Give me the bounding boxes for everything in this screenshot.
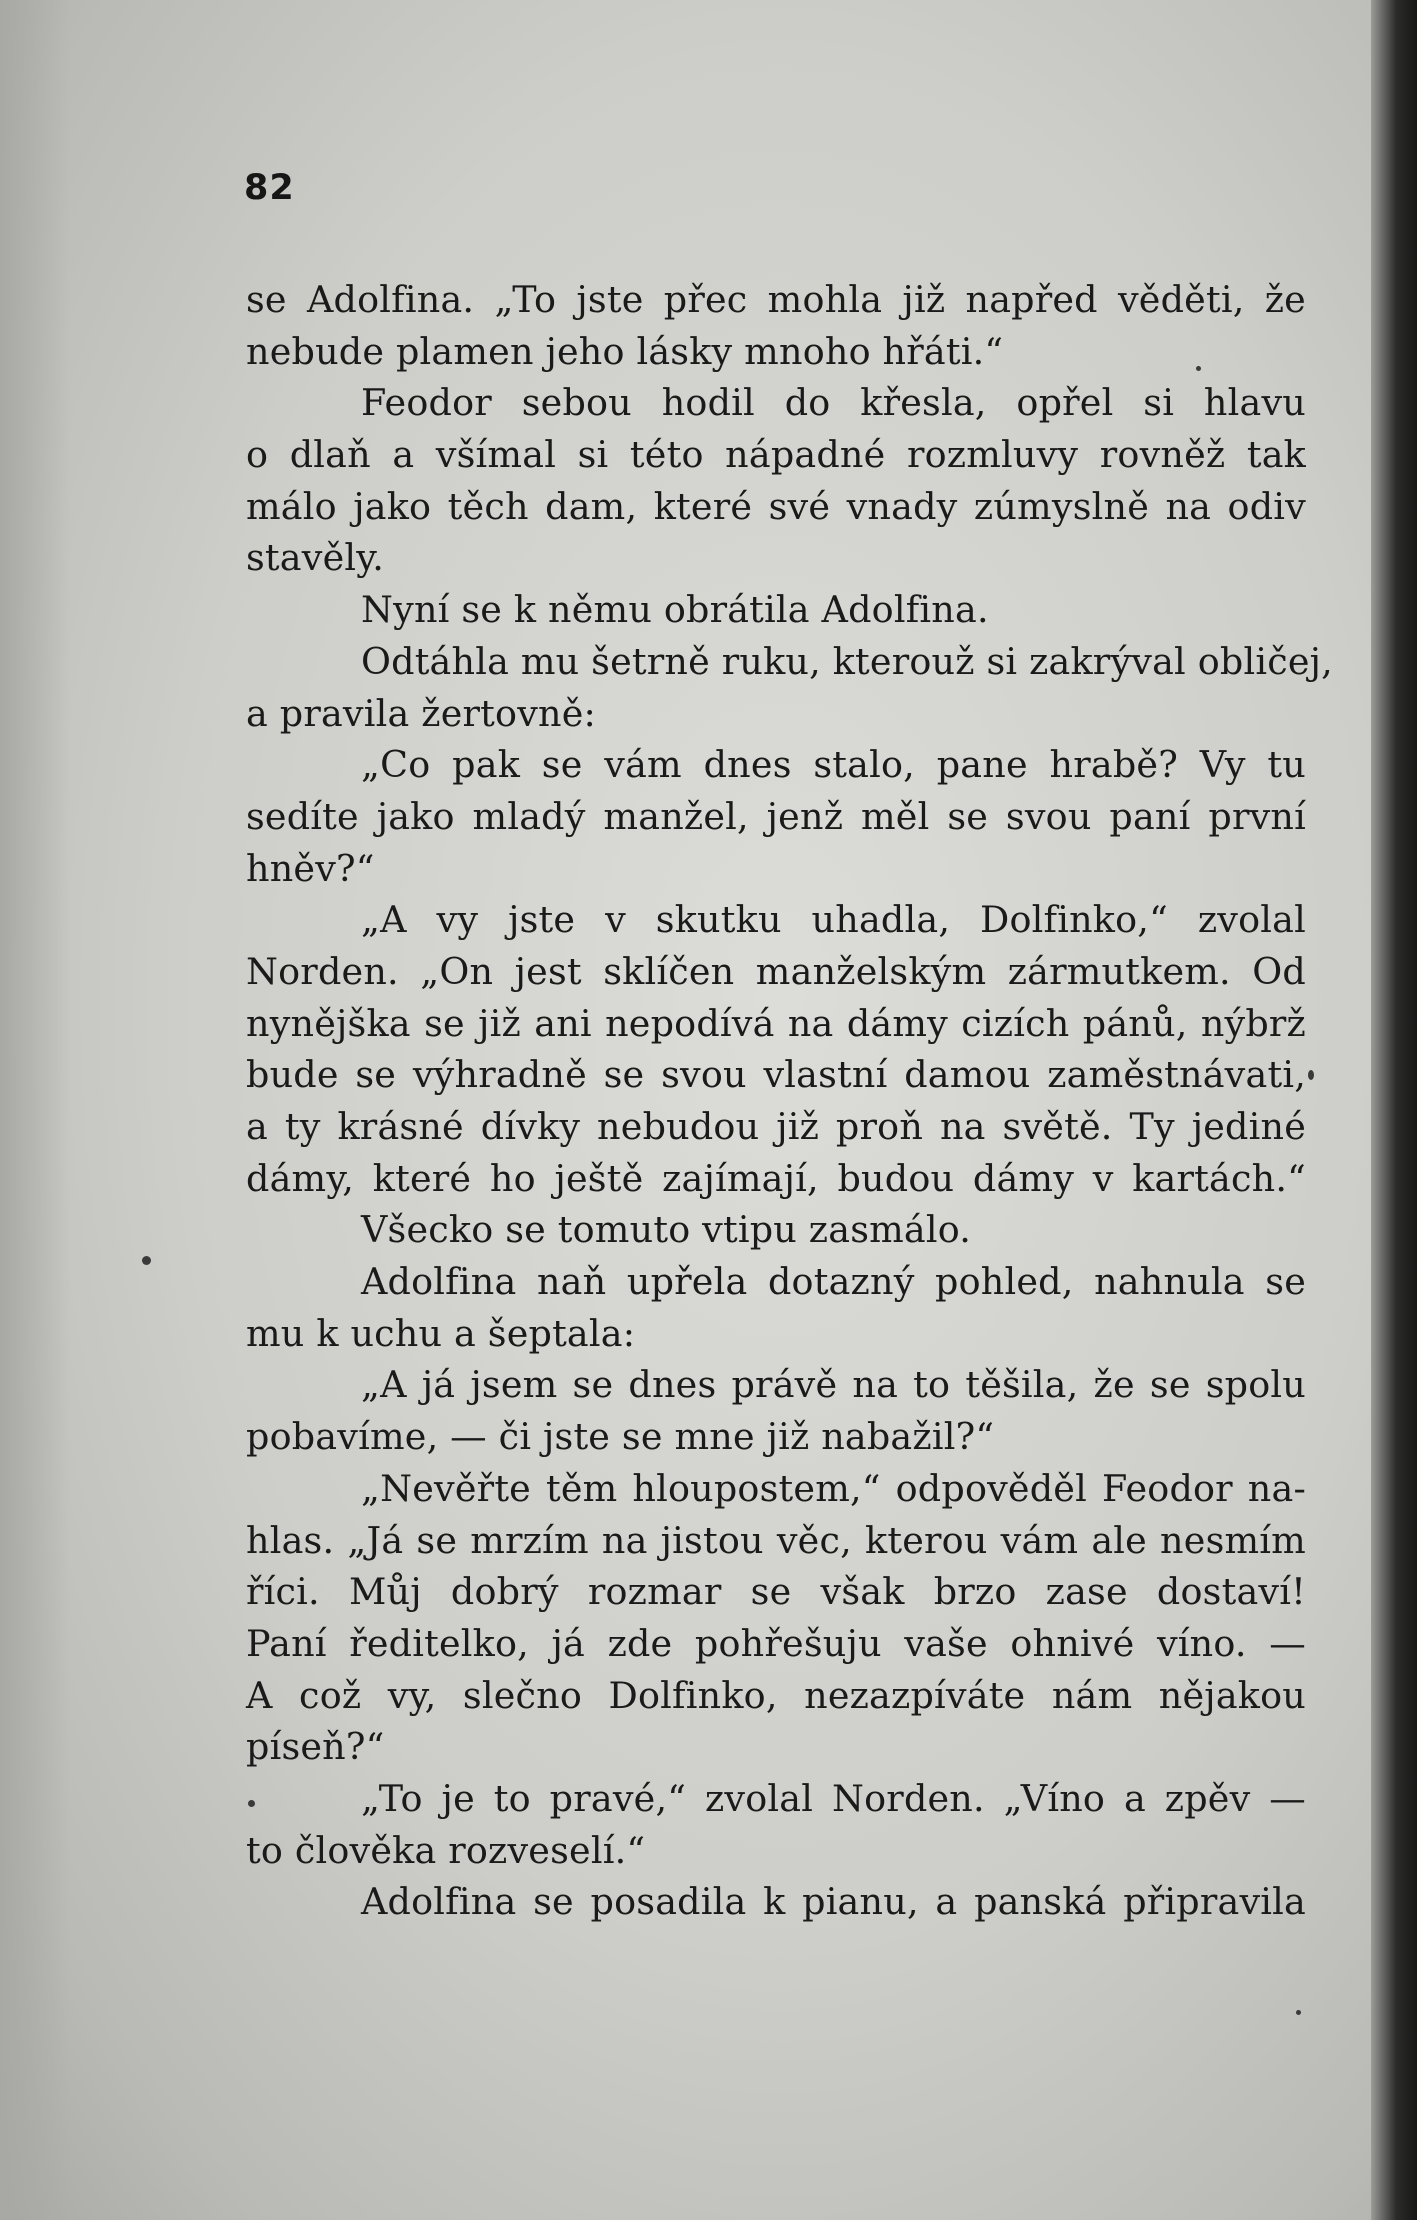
text-line: říci. Můj dobrý rozmar se však brzo zase dostaví! — [246, 1570, 1306, 1614]
text-line: málo jako těch dam, které své vnady zúmyslně na odiv — [246, 484, 1306, 528]
text-line: nynějška se již ani nepodívá na dámy cizích pánů, nýbrž — [246, 1001, 1306, 1045]
text-line: hlas. „Já se mrzím na jistou věc, kterou vám ale nesmím — [246, 1518, 1306, 1562]
speck — [1296, 2010, 1301, 2015]
text-line: A což vy, slečno Dolfinko, nezazpíváte nám nějakou — [246, 1673, 1306, 1717]
text-line: „Co pak se vám dnes stalo, pane hrabě? Vy tu — [361, 743, 1306, 787]
text-line: o dlaň a všímal si této nápadné rozmluvy rovněž tak — [246, 433, 1306, 477]
speck — [1308, 1070, 1314, 1080]
text-line: „A já jsem se dnes právě na to těšila, že se spolu — [361, 1363, 1306, 1407]
text-line: hněv?“ — [246, 846, 375, 890]
text-line: Feodor sebou hodil do křesla, opřel si hlavu — [361, 381, 1306, 425]
text-line: Adolfina se posadila k pianu, a panská připravila — [361, 1880, 1306, 1924]
text-line: píseň?“ — [246, 1725, 385, 1769]
page-right-edge — [1371, 0, 1417, 2220]
text-line: dámy, které ho ještě zajímají, budou dámy v kartách.“ — [246, 1156, 1306, 1200]
text-line: „To je to pravé,“ zvolal Norden. „Víno a zpěv — — [361, 1776, 1306, 1820]
text-line: nebude plamen jeho lásky mnoho hřáti.“ — [246, 329, 1004, 373]
text-line: mu k uchu a šeptala: — [246, 1311, 636, 1355]
text-line: sedíte jako mladý manžel, jenž měl se svou paní první — [246, 794, 1306, 838]
text-line: stavěly. — [246, 536, 385, 580]
text-line: pobavíme, — či jste se mne již nabažil?“ — [246, 1415, 995, 1459]
text-line: a ty krásné dívky nebudou již proň na světě. Ty jediné — [246, 1105, 1306, 1148]
text-line: Norden. „On jest sklíčen manželským zármutkem. Od — [246, 949, 1306, 993]
text-line: bude se výhradně se svou vlastní damou zaměstnávati, — [246, 1053, 1306, 1097]
text-line: Odtáhla mu šetrně ruku, kterouž si zakrýval obličej, — [361, 639, 1333, 683]
text-line: „Nevěřte těm hloupostem,“ odpověděl Feodor na- — [361, 1466, 1306, 1510]
body-text — [246, 274, 1333, 1928]
text-line: Adolfina naň upřela dotazný pohled, nahnula se — [361, 1260, 1306, 1304]
page-number: 82 — [244, 168, 295, 208]
text-line: „A vy jste v skutku uhadla, Dolfinko,“ zvolal — [361, 898, 1306, 942]
page-left-shadow — [0, 0, 70, 2220]
text-line: Nyní se k němu obrátila Adolfina. — [361, 588, 989, 632]
speck — [142, 1256, 151, 1265]
text-line: to člověka rozveselí.“ — [246, 1828, 646, 1872]
text-line: a pravila žertovně: — [246, 691, 597, 735]
text-line: Všecko se tomuto vtipu zasmálo. — [361, 1208, 972, 1252]
text-line: se Adolfina. „To jste přec mohla již napřed věděti, že — [246, 278, 1306, 321]
text-line: Paní ředitelko, já zde pohřešuju vaše ohnivé víno. — — [246, 1621, 1306, 1665]
